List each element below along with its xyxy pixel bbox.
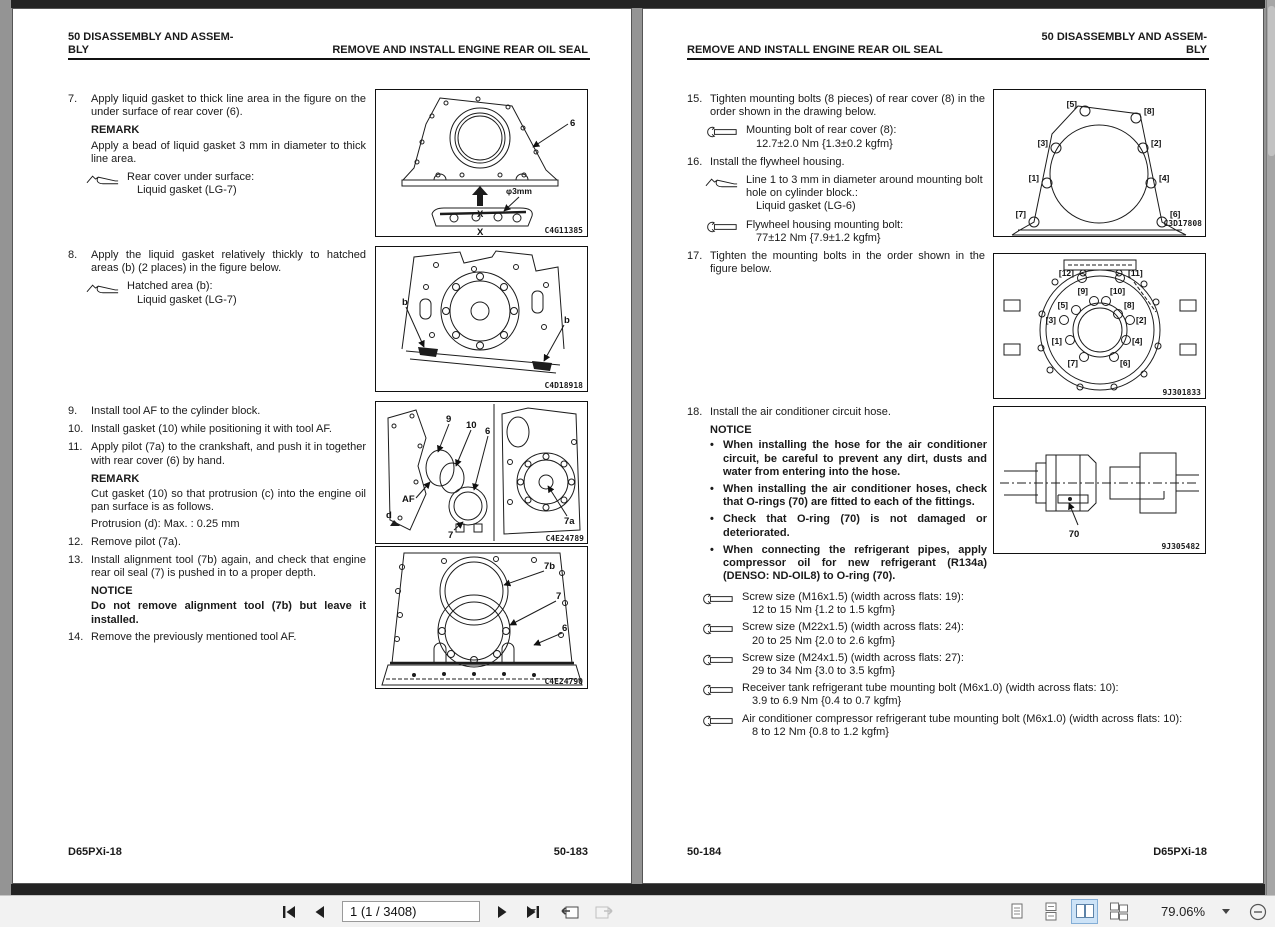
bolt-order-label: [11]: [1128, 268, 1143, 278]
figure-code: 9J305482: [1161, 542, 1200, 551]
sealant-spec-text: [127, 171, 366, 197]
sealant-label: Hatched area (b):: [127, 280, 213, 293]
step-text: Remove pilot (7a).: [91, 535, 181, 548]
sealant-spec-item: [86, 280, 366, 306]
torque-label: Screw size (M16x1.5) (width across flats: 19):: [742, 591, 964, 603]
bolt-order-label: [7]: [1015, 209, 1026, 219]
single-page-view-button[interactable]: [1003, 899, 1030, 924]
notice-bullet: [710, 483, 987, 509]
torque-spec-text: [742, 713, 1215, 739]
torque-value: 12.7±2.0 Nm {1.3±0.2 kgfm}: [756, 137, 893, 150]
sealant-value: Liquid gasket (LG-6): [756, 200, 856, 213]
torque-spec-item: [701, 713, 1215, 739]
step-text: Apply pilot (7a) to the crankshaft, and push it in together with rear cover (6) by hand.: [91, 441, 366, 467]
sealant-label: Rear cover under surface:: [127, 171, 255, 184]
step-9: [68, 405, 366, 418]
torque-value: 8 to 12 Nm {0.8 to 1.2 kgfm}: [752, 725, 889, 738]
figure-code: 9J301833: [1162, 388, 1201, 397]
torque-label: Screw size (M24x1.5) (width across flats: 27):: [742, 651, 964, 664]
figure-rear-cover-gasket: [375, 89, 588, 237]
wrench-icon: [701, 593, 735, 609]
step-18: [687, 406, 987, 419]
step-text: Remove the previously mentioned tool AF.: [91, 630, 297, 643]
figure-alignment-tool: [375, 546, 588, 689]
step-text: Tighten mounting bolts (8 pieces) of rear cover (8) in the order shown in the drawing below.: [710, 93, 985, 119]
torque-spec-item: [701, 682, 1215, 708]
notice-heading: NOTICE: [91, 585, 133, 598]
facing-pages-view-button[interactable]: [1071, 899, 1098, 924]
page-navigation-group: [282, 896, 614, 927]
next-view-button[interactable]: [594, 903, 614, 920]
footer-page-number: 50-184: [687, 846, 722, 858]
notice-bullet: [710, 439, 987, 479]
step-text: Install the flywheel housing.: [710, 155, 845, 168]
bolt-order-label: [2]: [1136, 315, 1147, 325]
figure-seal-install-tools: [375, 401, 588, 544]
torque-spec-item: [701, 621, 1215, 647]
torque-value: 12 to 15 Nm {1.2 to 1.5 kgfm}: [752, 604, 896, 617]
bolt-order-label: [10]: [1110, 286, 1126, 296]
protrusion-spec: Protrusion (d): Max. : 0.25 mm: [91, 518, 240, 531]
footer-model: D65PXi-18: [1153, 846, 1207, 858]
bolt-order-label: [9]: [1077, 286, 1088, 296]
bolt-order-label: [5]: [1066, 99, 1077, 109]
sealant-spec-item: [705, 174, 985, 214]
torque-value: 29 to 34 Nm {3.0 to 3.5 kgfm}: [752, 665, 896, 678]
header-section-title-line1: 50 DISASSEMBLY AND ASSEM-: [1041, 31, 1207, 43]
sealant-tube-icon: [705, 176, 739, 193]
figure-bolt-order-rear-cover: [993, 89, 1206, 237]
step-number: 12.: [68, 535, 84, 548]
previous-page-button[interactable]: [312, 905, 328, 919]
bolt-order-label: [2]: [1151, 138, 1162, 148]
step-number: 15.: [687, 93, 703, 105]
canvas-top-margin: [11, 0, 1265, 8]
bolt-order-label: [6]: [1120, 358, 1131, 368]
step-13: [68, 554, 366, 580]
torque-label: Mounting bolt of rear cover (8):: [746, 124, 897, 137]
step-8: [68, 249, 366, 275]
fig-label: b: [564, 315, 570, 326]
previous-view-button[interactable]: [560, 903, 580, 920]
step-text: Apply the liquid gasket relatively thickly to hatched areas (b) (2 places) in the figure below.: [91, 249, 366, 275]
sealant-value: Liquid gasket (LG-7): [137, 293, 237, 306]
step-text: Install gasket (10) while positioning it with tool AF.: [91, 423, 332, 436]
torque-label: Screw size (M22x1.5) (width across flats: 24):: [742, 621, 964, 634]
figure-hatched-areas: [375, 246, 588, 392]
step-number: 17.: [687, 250, 703, 263]
fig-label: 70: [1068, 529, 1080, 540]
step-text: Install the air conditioner circuit hose.: [710, 406, 891, 418]
wrench-icon: [701, 684, 735, 700]
step-number: 9.: [68, 405, 78, 417]
torque-spec-text: [746, 219, 985, 245]
header-section-title-line1: 50 DISASSEMBLY AND ASSEM-: [68, 31, 234, 43]
step-11: [68, 441, 366, 467]
remark-heading: REMARK: [91, 124, 140, 137]
torque-spec-item: [705, 124, 985, 150]
step-17: [687, 250, 985, 276]
step-block-15-17: [687, 93, 985, 281]
torque-spec-text: [742, 652, 1215, 678]
step-number: 14.: [68, 630, 84, 643]
viewer-status-toolbar: [0, 895, 1275, 927]
step-text: Install alignment tool (7b) again, and check that engine rear oil seal (7) is pushed in to a proper depth.: [91, 553, 366, 580]
fig-label: 10: [466, 420, 477, 431]
notice-heading: NOTICE: [710, 424, 752, 437]
step-text: Apply liquid gasket to thick line area in the figure on the under surface of rear cover (6).: [91, 93, 366, 119]
fig-label: 7a: [564, 516, 575, 527]
header-rule: [687, 58, 1209, 60]
header-rule: [68, 58, 590, 60]
step-number: 11.: [68, 441, 83, 454]
torque-value: 3.9 to 6.9 Nm {0.4 to 0.7 kgfm}: [752, 695, 902, 708]
wrench-icon: [701, 715, 735, 731]
first-page-button[interactable]: [282, 905, 298, 919]
fig-label: X: [477, 227, 484, 236]
bolt-order-label: [1]: [1051, 336, 1062, 346]
torque-label: Receiver tank refrigerant tube mounting bolt (M6x1.0) (width across flats: 10):: [742, 682, 1119, 695]
notice-bullet: [710, 544, 987, 584]
figure-code: C4E24789: [545, 534, 584, 543]
step-block-9-14: [68, 405, 366, 649]
torque-value: 77±12 Nm {7.9±1.2 kgfm}: [756, 231, 881, 244]
footer-model: D65PXi-18: [68, 846, 122, 858]
wrench-icon: [705, 126, 739, 142]
step-text: Install tool AF to the cylinder block.: [91, 405, 261, 417]
bullet-dot: •: [710, 543, 714, 556]
remark-heading: REMARK: [91, 472, 140, 485]
fig-label: X: [477, 209, 484, 220]
bolt-order-label: [8]: [1124, 300, 1135, 310]
step-number: 18.: [687, 406, 703, 418]
step-block-7: [68, 93, 366, 202]
figure-code: C4D18918: [544, 381, 583, 390]
page-header-right: [1042, 31, 1207, 57]
bolt-order-label: [8]: [1144, 106, 1155, 116]
sealant-spec-item: [86, 171, 366, 197]
fig-label: b: [402, 297, 408, 308]
torque-label: Flywheel housing mounting bolt:: [746, 218, 904, 231]
bolt-order-label: [4]: [1132, 336, 1143, 346]
step-text: Tighten the mounting bolts in the order shown in the figure below.: [710, 250, 985, 276]
torque-spec-text: [742, 621, 1215, 647]
torque-spec-item: [705, 219, 985, 245]
step-number: 16.: [687, 155, 703, 168]
torque-spec-text: [742, 682, 1215, 708]
sealant-tube-icon: [86, 173, 120, 190]
vertical-scrollbar[interactable]: [1266, 0, 1275, 895]
header-section-title-line2: BLY: [1186, 44, 1207, 56]
sealant-value: Liquid gasket (LG-7): [137, 184, 237, 197]
figure-code: C4G11385: [544, 226, 583, 235]
page-header-left: REMOVE AND INSTALL ENGINE REAR OIL SEAL: [687, 44, 943, 56]
zoom-dropdown-icon[interactable]: [1222, 909, 1230, 914]
header-section-title-line2: BLY: [68, 44, 89, 56]
bullet-dot: •: [710, 483, 714, 496]
bullet-dot: •: [710, 513, 714, 526]
zoom-out-button[interactable]: [1249, 903, 1267, 921]
wrench-icon: [705, 221, 739, 237]
fig-label: 9: [446, 414, 452, 425]
step-10: [68, 423, 366, 436]
fig-label: AF: [402, 494, 415, 505]
step-number: 10.: [68, 423, 84, 436]
torque-spec-item: [701, 652, 1215, 678]
document-page-right: [642, 8, 1264, 884]
bullet-text: When installing the air conditioner hoses, check that O-rings (70) are fitted to each of the fittings.: [723, 483, 987, 509]
step-12: [68, 536, 366, 549]
figure-hose-fitting-oring: [993, 406, 1206, 554]
torque-spec-list: [687, 587, 1215, 743]
fig-label: 6: [562, 623, 568, 634]
zoom-percentage[interactable]: 79.06%: [1161, 904, 1206, 919]
page-number-combobox[interactable]: [342, 901, 480, 922]
step-16: [687, 156, 985, 169]
step-number: 8.: [68, 249, 78, 261]
figure-bolt-order-flywheel-housing: [993, 253, 1206, 399]
bullet-text: Check that O-ring (70) is not damaged or deteriorated.: [723, 513, 987, 539]
torque-value: 20 to 25 Nm {2.0 to 2.6 kgfm}: [752, 634, 896, 647]
torque-label: Air conditioner compressor refrigerant tube mounting bolt (M6x1.0) (width across flats: 10):: [742, 712, 1183, 725]
facing-continuous-view-button[interactable]: [1105, 899, 1132, 924]
bullet-dot: •: [710, 439, 714, 452]
fig-label: 6: [570, 118, 576, 129]
bolt-order-label: [3]: [1045, 315, 1056, 325]
fig-label: 7b: [544, 561, 556, 572]
last-page-button[interactable]: [524, 905, 540, 919]
figure-code: C4E24790: [544, 677, 583, 686]
torque-spec-text: [746, 124, 985, 150]
step-block-18: [687, 406, 987, 587]
continuous-view-button[interactable]: [1037, 899, 1064, 924]
fig-label: 7: [448, 530, 454, 541]
page-header-left: [68, 31, 233, 57]
scrollbar-thumb[interactable]: [1268, 6, 1275, 156]
sealant-label: Line 1 to 3 mm in diameter around mounting bolt hole on cylinder block.:: [746, 174, 983, 200]
view-zoom-group: [1003, 896, 1275, 927]
fig-label: 7: [556, 591, 562, 602]
bolt-order-label: [4]: [1159, 173, 1170, 183]
page-header-right: REMOVE AND INSTALL ENGINE REAR OIL SEAL: [332, 44, 588, 56]
sealant-tube-icon: [86, 282, 120, 299]
fig-label: d: [386, 510, 392, 521]
sealant-spec-text: [127, 280, 366, 306]
bolt-order-label: [7]: [1067, 358, 1078, 368]
footer-page-number: 50-183: [553, 846, 588, 858]
bolt-order-label: [3]: [1037, 138, 1048, 148]
canvas-bottom-margin: [11, 884, 1265, 895]
bolt-order-label: [12]: [1058, 268, 1074, 278]
next-page-button[interactable]: [494, 905, 510, 919]
wrench-icon: [701, 654, 735, 670]
notice-bullet: [710, 513, 987, 539]
bolt-order-label: [6]: [1170, 209, 1181, 219]
step-number: 13.: [68, 553, 84, 566]
figure-code: C3D17808: [1163, 219, 1202, 228]
bullet-text: When installing the hose for the air conditioner circuit, be careful to prevent any dirt, dusts and water from entering into the hose.: [723, 439, 987, 478]
wrench-icon: [701, 623, 735, 639]
bullet-text: When connecting the refrigerant pipes, apply compressor oil for new refrigerant (R134a) (DENSO: ND-OIL8) to O-ring (70).: [723, 543, 987, 583]
torque-spec-text: [742, 591, 1215, 617]
sealant-spec-text: [746, 174, 985, 214]
step-7: [68, 93, 366, 119]
remark-text: Apply a bead of liquid gasket 3 mm in diameter to thick line area.: [91, 139, 366, 165]
bolt-order-label: [1]: [1028, 173, 1039, 183]
fig-label: φ3mm: [506, 186, 532, 196]
step-number: 7.: [68, 93, 78, 105]
step-14: [68, 631, 366, 644]
document-page-left: [12, 8, 632, 884]
step-15: [687, 93, 985, 119]
torque-spec-item: [701, 591, 1215, 617]
notice-text: Do not remove alignment tool (7b) but leave it installed.: [91, 600, 366, 626]
step-block-8: [68, 249, 366, 312]
bolt-order-label: [5]: [1057, 300, 1068, 310]
remark-text: Cut gasket (10) so that protrusion (c) into the engine oil pan surface is as follows.: [91, 488, 366, 514]
fig-label: 6: [485, 426, 491, 437]
